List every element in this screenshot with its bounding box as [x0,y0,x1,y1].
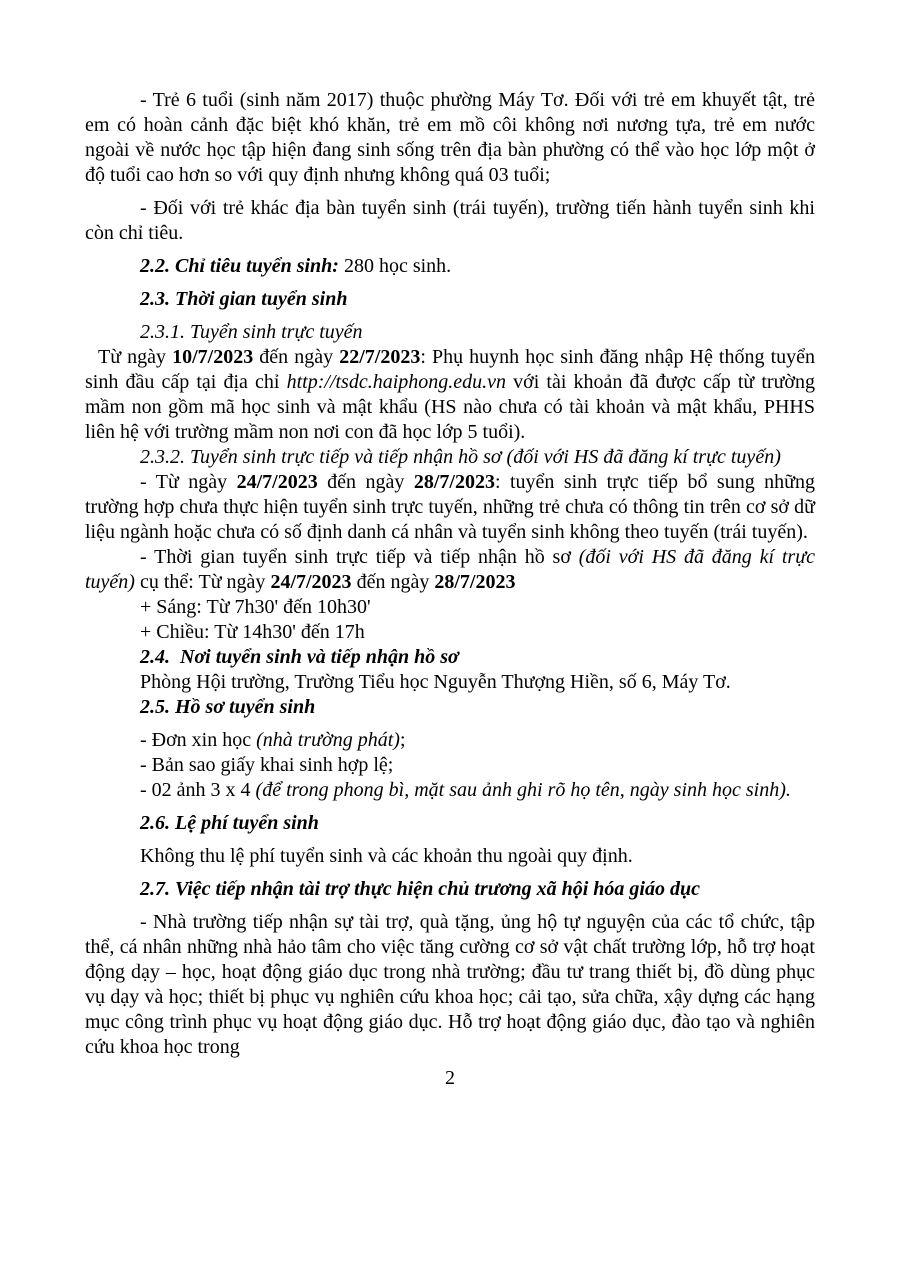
text-run: - Bản sao giấy khai sinh hợp lệ; [140,754,394,776]
paragraph [85,88,815,188]
text-run: (để trong phong bì, mặt sau ảnh ghi rõ họ tên, ngày sinh học sinh). [255,779,791,801]
text-run: - Thời gian tuyển sinh trực tiếp và tiếp nhận hồ sơ [140,546,579,568]
section-heading [85,811,815,836]
text-run: 10/7/2023 [172,346,254,368]
text-run: 2.2. Chỉ tiêu tuyển sinh: [140,255,339,277]
paragraph [85,196,815,246]
text-run: 2.5. Hồ sơ tuyển sinh [140,696,316,718]
text-run: 2.4. Nơi tuyển sinh và tiếp nhận hồ sơ [140,646,459,668]
text-run: 28/7/2023 [413,471,495,493]
text-run: đến ngày [351,571,435,593]
text-run: - Từ ngày [140,471,237,493]
section-heading [85,645,815,670]
text-run: 28/7/2023 [434,571,516,593]
paragraph [85,910,815,1060]
text-run: với tài khoản đã được cấp từ trường mầm non gồm mã học sinh và mật khẩu (HS nào chưa có tài khoản và mật khẩu, PHHS liên hệ với trường mầm non nơi con đã học lớp 5 tuổi). [85,371,816,443]
text-run: Không thu lệ phí tuyển sinh và các khoản thu ngoài quy định. [140,845,633,867]
text-run: 2.3. Thời gian tuyển sinh [140,288,348,310]
text-run: : Phụ huynh học sinh đăng nhập Hệ thống tuyển sinh đầu cấp tại địa chỉ [85,346,815,393]
paragraph [85,670,815,695]
text-run: + Sáng: Từ 7h30' đến 10h30' [140,596,371,618]
paragraph [85,844,815,869]
text-run: + Chiều: Từ 14h30' đến 17h [140,621,365,643]
document-body [85,88,815,1060]
text-run: cụ thể: Từ ngày [134,571,271,593]
text-run: ; [399,729,406,751]
text-run: - Nhà trường tiếp nhận sự tài trợ, quà tặng, ủng hộ tự nguyện của các tổ chức, tập thể, cá nhân những nhà hảo tâm cho việc tăng cường cơ sở vật chất trường lớp, hỗ trợ hoạt động dạy – học, hoạt động giáo dục trong nhà trường; đầu tư trang thiết bị, đồ dùng phục vụ dạy và học; thiết bị phục vụ nghiên cứu khoa học; cải tạo, sửa chữa, xậy dựng các hạng mục công trình phục vụ hoạt động giáo dục. Hỗ trợ hoạt động giáo dục, đào tạo và nghiên cứu khoa học trong [85,911,815,1058]
subsection-heading [85,320,815,345]
paragraph [85,778,815,803]
text-run: - Trẻ 6 tuổi (sinh năm 2017) thuộc phường Máy Tơ. Đối với trẻ em khuyết tật, trẻ em có hoàn cảnh đặc biệt khó khăn, trẻ em mồ côi không nơi nương tựa, trẻ em nước ngoài về nước học tập hiện đang sinh sống trên địa bàn phường có thể vào học lớp một ở độ tuổi cao hơn so với quy định nhưng không quá 03 tuổi; [85,89,815,186]
page-number: 2 [445,1067,455,1089]
paragraph [85,728,815,753]
text-run: (đối với HS đã đăng kí trực tuyến) [85,546,816,593]
text-run: 2.6. Lệ phí tuyển sinh [140,812,319,834]
section-heading [85,877,815,902]
text-run: đến ngày [253,346,340,368]
paragraph [85,470,815,545]
subsection-heading [85,445,815,470]
text-run: - 02 ảnh 3 x 4 [140,779,256,801]
paragraph [85,345,815,445]
url-text: http://tsdc.haiphong.edu.vn [286,371,507,393]
text-run: (nhà trường phát) [256,729,400,751]
text-run: 2.3.2. Tuyển sinh trực tiếp và tiếp nhận hồ sơ (đối với HS đã đăng kí trực tuyến) [140,446,781,468]
text-run: 280 học sinh. [338,255,452,277]
section-heading [85,254,815,279]
section-heading [85,695,815,720]
text-run: 2.3.1. Tuyển sinh trực tuyến [140,321,363,343]
text-run: 24/7/2023 [236,471,318,493]
section-heading [85,287,815,312]
text-run: 2.7. Việc tiếp nhận tài trợ thực hiện chủ trương xã hội hóa giáo dục [140,878,700,900]
paragraph [85,620,815,645]
text-run: - Đơn xin học [140,729,257,751]
text-run: : tuyển sinh trực tiếp bổ sung những trường hợp chưa thực hiện tuyển sinh trực tuyến, những trẻ chưa có thông tin trên cơ sở dữ liệu ngành hoặc chưa có số định danh cá nhân và tuyển sinh không theo tuyến (trái tuyến). [85,471,815,543]
text-run: 24/7/2023 [270,571,352,593]
text-run: đến ngày [317,471,414,493]
paragraph [85,595,815,620]
text-run: - Đối với trẻ khác địa bàn tuyển sinh (trái tuyến), trường tiến hành tuyển sinh khi còn chỉ tiêu. [85,197,815,244]
text-run: Phòng Hội trường, Trường Tiểu học Nguyễn Thượng Hiền, số 6, Máy Tơ. [140,671,731,693]
text-run: 22/7/2023 [339,346,421,368]
text-run: Từ ngày [98,346,173,368]
paragraph [85,753,815,778]
paragraph [85,545,815,595]
